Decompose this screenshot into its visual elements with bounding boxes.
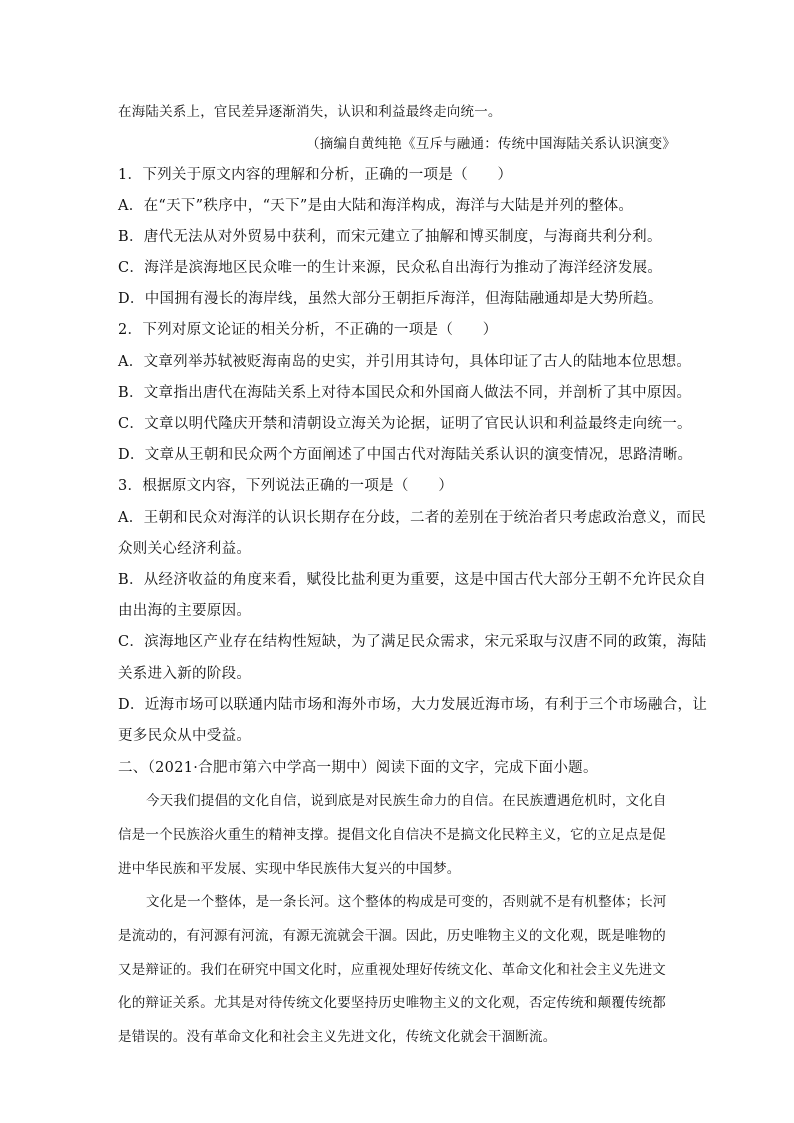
section-2-paragraph-1-line-1: 今天我们提倡的文化自信，说到底是对民族生命力的自信。在民族遭遇危机时，文化自: [146, 793, 667, 809]
question-2-option-d: D．文章从王朝和民众两个方面阐述了中国古代对海陆关系认识的演变情况，思路清晰。: [118, 447, 693, 463]
question-1-option-b: B．唐代无法从对外贸易中获利，而宋元建立了抽解和博买制度，与海商共利分利。: [118, 229, 662, 245]
question-3-option-c-line-1: C．滨海地区产业存在结构性短缺，为了满足民众需求，宋元采取与汉唐不同的政策，海陆: [118, 634, 707, 650]
question-3-option-b-line-2: 由出海的主要原因。: [118, 603, 252, 619]
question-3-option-a-line-2: 众则关心经济利益。: [118, 541, 252, 557]
question-2-option-c: C．文章以明代隆庆开禁和清朝设立海关为论据，证明了官民认识和利益最终走向统一。: [118, 416, 692, 432]
question-2-option-b: B．文章指出唐代在海陆关系上对待本国民众和外国商人做法不同，并剖析了其中原因。: [118, 385, 692, 401]
passage-closing-line: 在海陆关系上，官民差异逐渐消失，认识和利益最终走向统一。: [118, 104, 502, 120]
question-1-option-a: A．在“天下”秩序中，“天下”是由大陆和海洋构成，海洋与大陆是并列的整体。: [118, 198, 634, 214]
section-2-paragraph-2-line-1: 文化是一个整体，是一条长河。这个整体的构成是可变的，否则就不是有机整体；长河: [146, 894, 667, 910]
section-2-paragraph-2-line-4: 化的辩证关系。尤其是对待传统文化要坚持历史唯物主义的文化观，否定传统和颠覆传统都: [118, 995, 666, 1011]
question-1-option-c: C．海洋是滨海地区民众唯一的生计来源，民众私自出海行为推动了海洋经济发展。: [118, 260, 663, 276]
passage-source-citation: （摘编自黄纯艳《互斥与融通：传统中国海陆关系认识演变》: [306, 136, 676, 152]
question-1-stem: 1．下列关于原文内容的理解和分析，正确的一项是（ ）: [118, 167, 513, 183]
question-3-option-c-line-2: 关系进入新的阶段。: [118, 666, 252, 682]
question-3-option-d-line-1: D．近海市场可以联通内陆市场和海外市场，大力发展近海市场，有利于三个市场融合，让: [118, 697, 708, 713]
section-2-paragraph-2-line-5: 是错误的。没有革命文化和社会主义先进文化，传统文化就会干涸断流。: [118, 1029, 557, 1045]
question-2-stem: 2．下列对原文论证的相关分析，不正确的一项是（ ）: [118, 322, 498, 338]
section-2-paragraph-1-line-3: 进中华民族和平发展、实现中华民族伟大复兴的中国梦。: [118, 861, 461, 877]
question-3-option-d-line-2: 更多民众从中受益。: [118, 728, 252, 744]
section-2-paragraph-1-line-2: 信是一个民族浴火重生的精神支撑。提倡文化自信决不是搞文化民粹主义，它的立足点是促: [118, 827, 666, 843]
question-1-option-d: D．中国拥有漫长的海岸线，虽然大部分王朝拒斥海洋，但海陆融通却是大势所趋。: [118, 291, 663, 307]
section-2-paragraph-2-line-2: 是流动的，有河源有河流，有源无流就会干涸。因此，历史唯物主义的文化观，既是唯物的: [118, 928, 666, 944]
section-2-heading: 二、（2021·合肥市第六中学高一期中）阅读下面的文字，完成下面小题。: [118, 760, 598, 776]
question-3-option-a-line-1: A．王朝和民众对海洋的认识长期存在分歧，二者的差别在于统治者只考虑政治意义，而民: [118, 510, 706, 526]
question-3-option-b-line-1: B．从经济收益的角度来看，赋役比盐利更为重要，这是中国古代大部分王朝不允许民众自: [118, 572, 707, 588]
question-2-option-a: A．文章列举苏轼被贬海南岛的史实，并引用其诗句，具体印证了古人的陆地本位思想。: [118, 354, 692, 370]
section-2-paragraph-2-line-3: 又是辩证的。我们在研究中国文化时，应重视处理好传统文化、革命文化和社会主义先进文: [118, 962, 666, 978]
question-3-stem: 3．根据原文内容，下列说法正确的一项是（ ）: [118, 478, 454, 494]
